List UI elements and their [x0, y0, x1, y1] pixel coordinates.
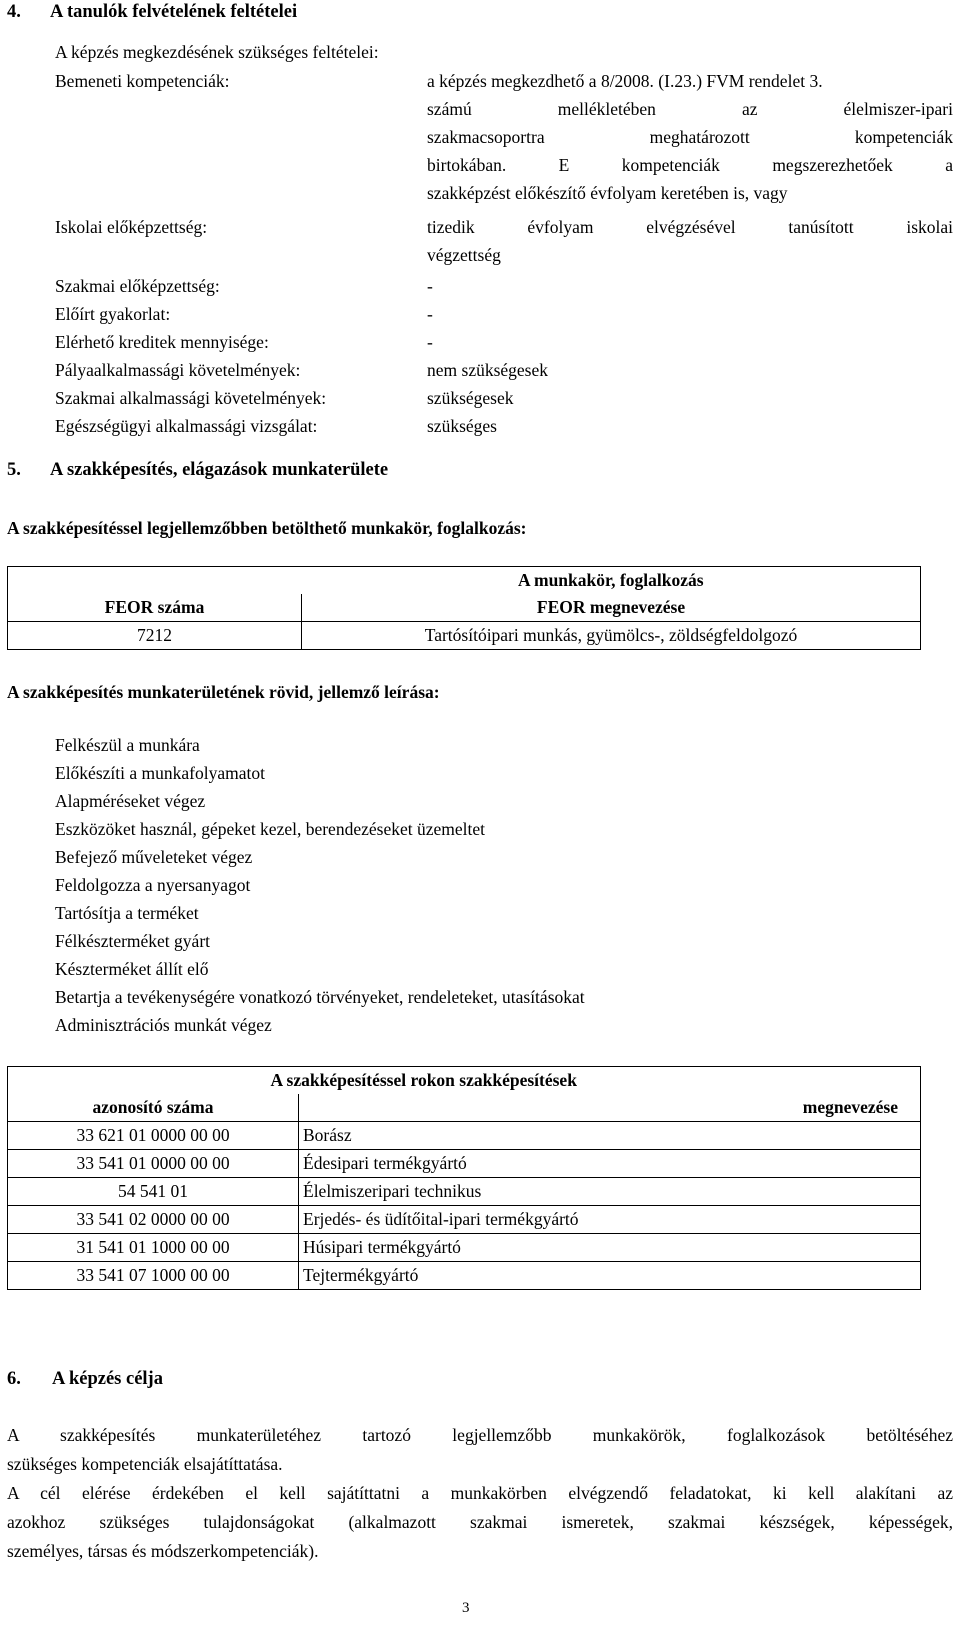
qualification-name: Tejtermékgyártó	[299, 1262, 921, 1290]
list-item: Készterméket állít elő	[55, 959, 209, 979]
requirement-value: -	[427, 276, 433, 296]
paragraph-line: személyes, társas és módszerkompetenciák).	[7, 1541, 319, 1561]
requirement-value: -	[427, 332, 433, 352]
requirement-value: szükségesek	[427, 388, 514, 408]
school-qualification-label: Iskolai előképzettség:	[55, 217, 208, 237]
list-item: Betartja a tevékenységére vonatkozó törvényeket, rendeleteket, utasításokat	[55, 987, 585, 1007]
table-row	[8, 622, 921, 650]
feor-name: Tartósítóipari munkás, gyümölcs-, zöldségfeldolgozó	[302, 622, 921, 650]
qualification-id: 33 541 01 0000 00 00	[8, 1150, 299, 1178]
requirement-label: Egészségügyi alkalmassági vizsgálat:	[55, 416, 318, 436]
section-6-title: A képzés célja	[52, 1369, 163, 1389]
goal-paragraph-1	[7, 1421, 953, 1479]
qualification-id: 54 541 01	[8, 1178, 299, 1206]
list-item: Adminisztrációs munkát végez	[55, 1015, 272, 1035]
qualification-name: Borász	[299, 1122, 921, 1150]
feor-code: 7212	[8, 622, 302, 650]
list-item: Felkészül a munkára	[55, 735, 200, 755]
related-qualifications-table	[7, 1066, 921, 1290]
list-item: Befejező műveleteket végez	[55, 847, 253, 867]
section-5-number: 5.	[7, 460, 21, 480]
prerequisites-intro: A képzés megkezdésének szükséges feltételei:	[55, 42, 379, 62]
table-row	[8, 1150, 921, 1178]
section-4-number: 4.	[7, 2, 21, 22]
qualification-name: Húsipari termékgyártó	[299, 1234, 921, 1262]
list-item: Előkészíti a munkafolyamatot	[55, 763, 265, 783]
entry-competencies-line: szakmacsoportra meghatározott kompetenciák	[427, 127, 953, 147]
page-number: 3	[462, 1600, 470, 1616]
jobs-col-header-code: FEOR száma	[8, 594, 302, 622]
qualification-name: Erjedés- és üdítőital-ipari termékgyártó	[299, 1206, 921, 1234]
qualification-id: 33 621 01 0000 00 00	[8, 1122, 299, 1150]
entry-competencies-line: számú mellékletében az élelmiszer-ipari	[427, 99, 953, 119]
list-item: Eszközöket használ, gépeket kezel, berendezéseket üzemeltet	[55, 819, 485, 839]
section-6-number: 6.	[7, 1369, 21, 1389]
paragraph-line: azokhoz szükséges tulajdonságokat (alkalmazott szakmai ismeretek, szakmai készségek, képességek,	[7, 1512, 953, 1532]
related-col-header-name: megnevezése	[299, 1094, 921, 1122]
entry-competencies-line: szakképzést előkészítő évfolyam keretében is, vagy	[427, 183, 788, 203]
jobs-subtitle: A szakképesítéssel legjellemzőbben betölthető munkakör, foglalkozás:	[7, 518, 527, 538]
related-table-header: A szakképesítéssel rokon szakképesítések	[270, 1070, 577, 1090]
table-row	[8, 1234, 921, 1262]
related-col-header-id: azonosító száma	[8, 1094, 299, 1122]
goal-paragraph-2	[7, 1479, 953, 1566]
work-area-desc-title: A szakképesítés munkaterületének rövid, jellemző leírása:	[7, 682, 440, 702]
qualification-name: Élelmiszeripari technikus	[299, 1178, 921, 1206]
list-item: Tartósítja a terméket	[55, 903, 199, 923]
list-item: Félkészterméket gyárt	[55, 931, 211, 951]
jobs-col-header-name: FEOR megnevezése	[302, 594, 921, 622]
list-item: Feldolgozza a nyersanyagot	[55, 875, 251, 895]
jobs-table-spacer	[8, 567, 302, 595]
school-qualification-line: végzettség	[427, 245, 501, 265]
requirement-value: -	[427, 304, 433, 324]
requirement-value: nem szükségesek	[427, 360, 549, 380]
requirement-value: szükséges	[427, 416, 497, 436]
table-row	[8, 1206, 921, 1234]
requirement-label: Elérhető kreditek mennyisége:	[55, 332, 269, 352]
entry-competencies-line: birtokában. E kompetenciák megszerezhetőek a	[427, 155, 953, 175]
requirement-label: Előírt gyakorlat:	[55, 304, 171, 324]
entry-competencies-label: Bemeneti kompetenciák:	[55, 71, 230, 91]
paragraph-line: A szakképesítés munkaterületéhez tartozó legjellemzőbb munkakörök, foglalkozások betöltéséhez	[7, 1425, 953, 1445]
related-table-header-cell	[270, 1067, 921, 1095]
jobs-table-header: A munkakör, foglalkozás	[302, 567, 921, 595]
list-item: Alapméréseket végez	[55, 791, 206, 811]
table-row	[8, 1178, 921, 1206]
qualification-id: 33 541 07 1000 00 00	[8, 1262, 299, 1290]
related-table-spacer	[8, 1067, 299, 1095]
paragraph-line: A cél elérése érdekében el kell sajátíttatni a munkakörben elvégzendő feladatokat, ki kell alakítani az	[7, 1483, 953, 1503]
jobs-table	[7, 566, 921, 650]
school-qualification-line: tizedik évfolyam elvégzésével tanúsított iskolai	[427, 217, 953, 237]
section-5-title: A szakképesítés, elágazások munkaterülete	[50, 460, 389, 480]
paragraph-line: szükséges kompetenciák elsajátíttatása.	[7, 1454, 283, 1474]
qualification-id: 31 541 01 1000 00 00	[8, 1234, 299, 1262]
table-row	[8, 1122, 921, 1150]
requirement-label: Szakmai alkalmassági követelmények:	[55, 388, 327, 408]
qualification-name: Édesipari termékgyártó	[299, 1150, 921, 1178]
section-4-title: A tanulók felvételének feltételei	[50, 2, 298, 22]
requirement-label: Szakmai előképzettség:	[55, 276, 220, 296]
entry-competencies-line: a képzés megkezdhető a 8/2008. (I.23.) FVM rendelet 3.	[427, 71, 823, 91]
requirement-label: Pályaalkalmassági követelmények:	[55, 360, 301, 380]
qualification-id: 33 541 02 0000 00 00	[8, 1206, 299, 1234]
table-row	[8, 1262, 921, 1290]
